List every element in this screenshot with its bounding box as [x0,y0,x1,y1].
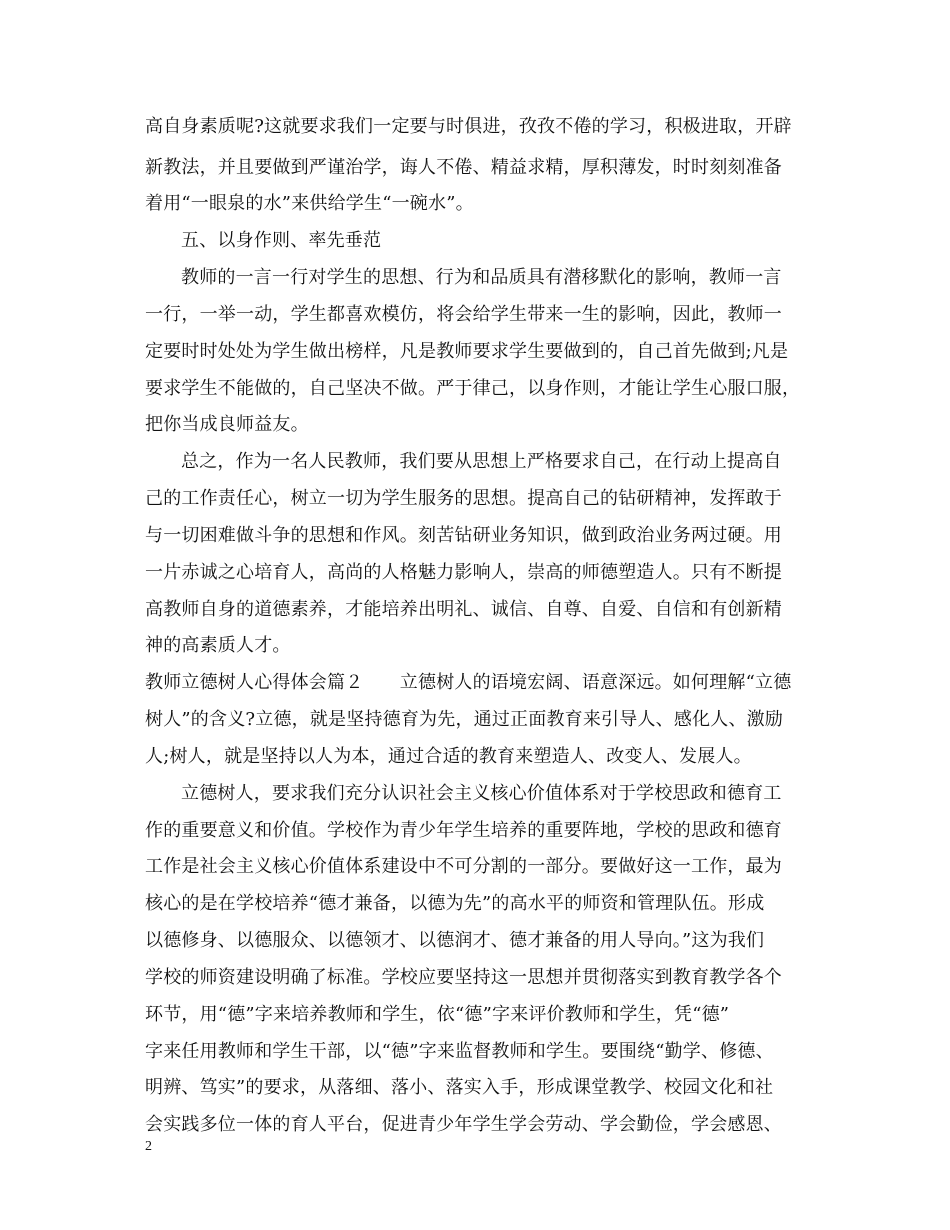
text-line: 人;树人，就是坚持以人为本，通过合适的教育来塑造人、改变人、发展人。 [145,746,752,767]
text-line: 教师立德树人心得体会篇２ 立德树人的语境宏阔、语意深远。如何理解“立德 [145,672,792,693]
text-line: 与一切困难做斗争的思想和作风。刻苦钻研业务知识，做到政治业务两过硬。用 [145,525,782,546]
text-line: 高自身素质呢?这就要求我们一定要与时俱进，孜孜不倦的学习，积极进取，开辟 [145,116,792,137]
text-line: 神的高素质人才。 [145,635,291,656]
text-line: 核心的是在学校培养“德才兼备，以德为先”的高水平的师资和管理队伍。形成 [145,893,765,914]
text-line: 五、以身作则、率先垂范 [181,230,382,251]
text-line: 着用“一眼泉的水”来供给学生“一碗水”。 [145,193,474,214]
text-line: 环节，用“德”字来培养教师和学生，依“德”字来评价教师和学生，凭“德” [145,1004,730,1025]
text-line: 以德修身、以德服众、以德领才、以德润才、德才兼备的用人导向。”这为我们 [145,930,765,951]
page-number: 2 [145,1139,152,1154]
text-line: 字来任用教师和学生干部，以“德”字来监督教师和学生。要围绕“勤学、修德、 [145,1041,774,1062]
text-line: 明辨、笃实”的要求，从落细、落小、落实入手，形成课堂教学、校园文化和社 [145,1077,774,1098]
text-line: 作的重要意义和价值。学校作为青少年学生培养的重要阵地，学校的思政和德育 [145,820,782,841]
text-line: 要求学生不能做的，自己坚决不做。严于律己，以身作则，才能让学生心服口服， [145,378,801,399]
text-line: 一片赤诚之心培育人，高尚的人格魅力影响人，崇高的师德塑造人。只有不断提 [145,562,782,583]
text-line: 新教法，并且要做到严谨治学，诲人不倦、精益求精，厚积薄发，时时刻刻准备 [145,157,782,178]
text-line: 教师的一言一行对学生的思想、行为和品质具有潜移默化的影响，教师一言 [181,267,782,288]
text-line: 把你当成良师益友。 [145,414,309,435]
text-line: 会实践多位一体的育人平台，促进青少年学生学会劳动、学会勤俭，学会感恩、 [145,1114,782,1135]
text-line: 立德树人，要求我们充分认识社会主义核心价值体系对于学校思政和德育工 [181,783,782,804]
text-line: 总之，作为一名人民教师，我们要从思想上严格要求自己，在行动上提高自 [181,451,782,472]
text-line: 学校的师资建设明确了标准。学校应要坚持这一思想并贯彻落实到教育教学各个 [145,967,782,988]
text-line: 高教师自身的道德素养，才能培养出明礼、诚信、自尊、自爱、自信和有创新精 [145,599,782,620]
text-line: 树人”的含义?立德，就是坚持德育为先，通过正面教育来引导人、感化人、激励 [145,709,784,730]
text-line: 一行，一举一动，学生都喜欢模仿，将会给学生带来一生的影响，因此，教师一 [145,304,782,325]
text-line: 定要时时处处为学生做出榜样，凡是教师要求学生要做到的，自己首先做到;凡是 [145,341,789,362]
text-line: 己的工作责任心，树立一切为学生服务的思想。提高自己的钻研精神，发挥敢于 [145,488,782,509]
text-line: 工作是社会主义核心价值体系建设中不可分割的一部分。要做好这一工作，最为 [145,856,782,877]
